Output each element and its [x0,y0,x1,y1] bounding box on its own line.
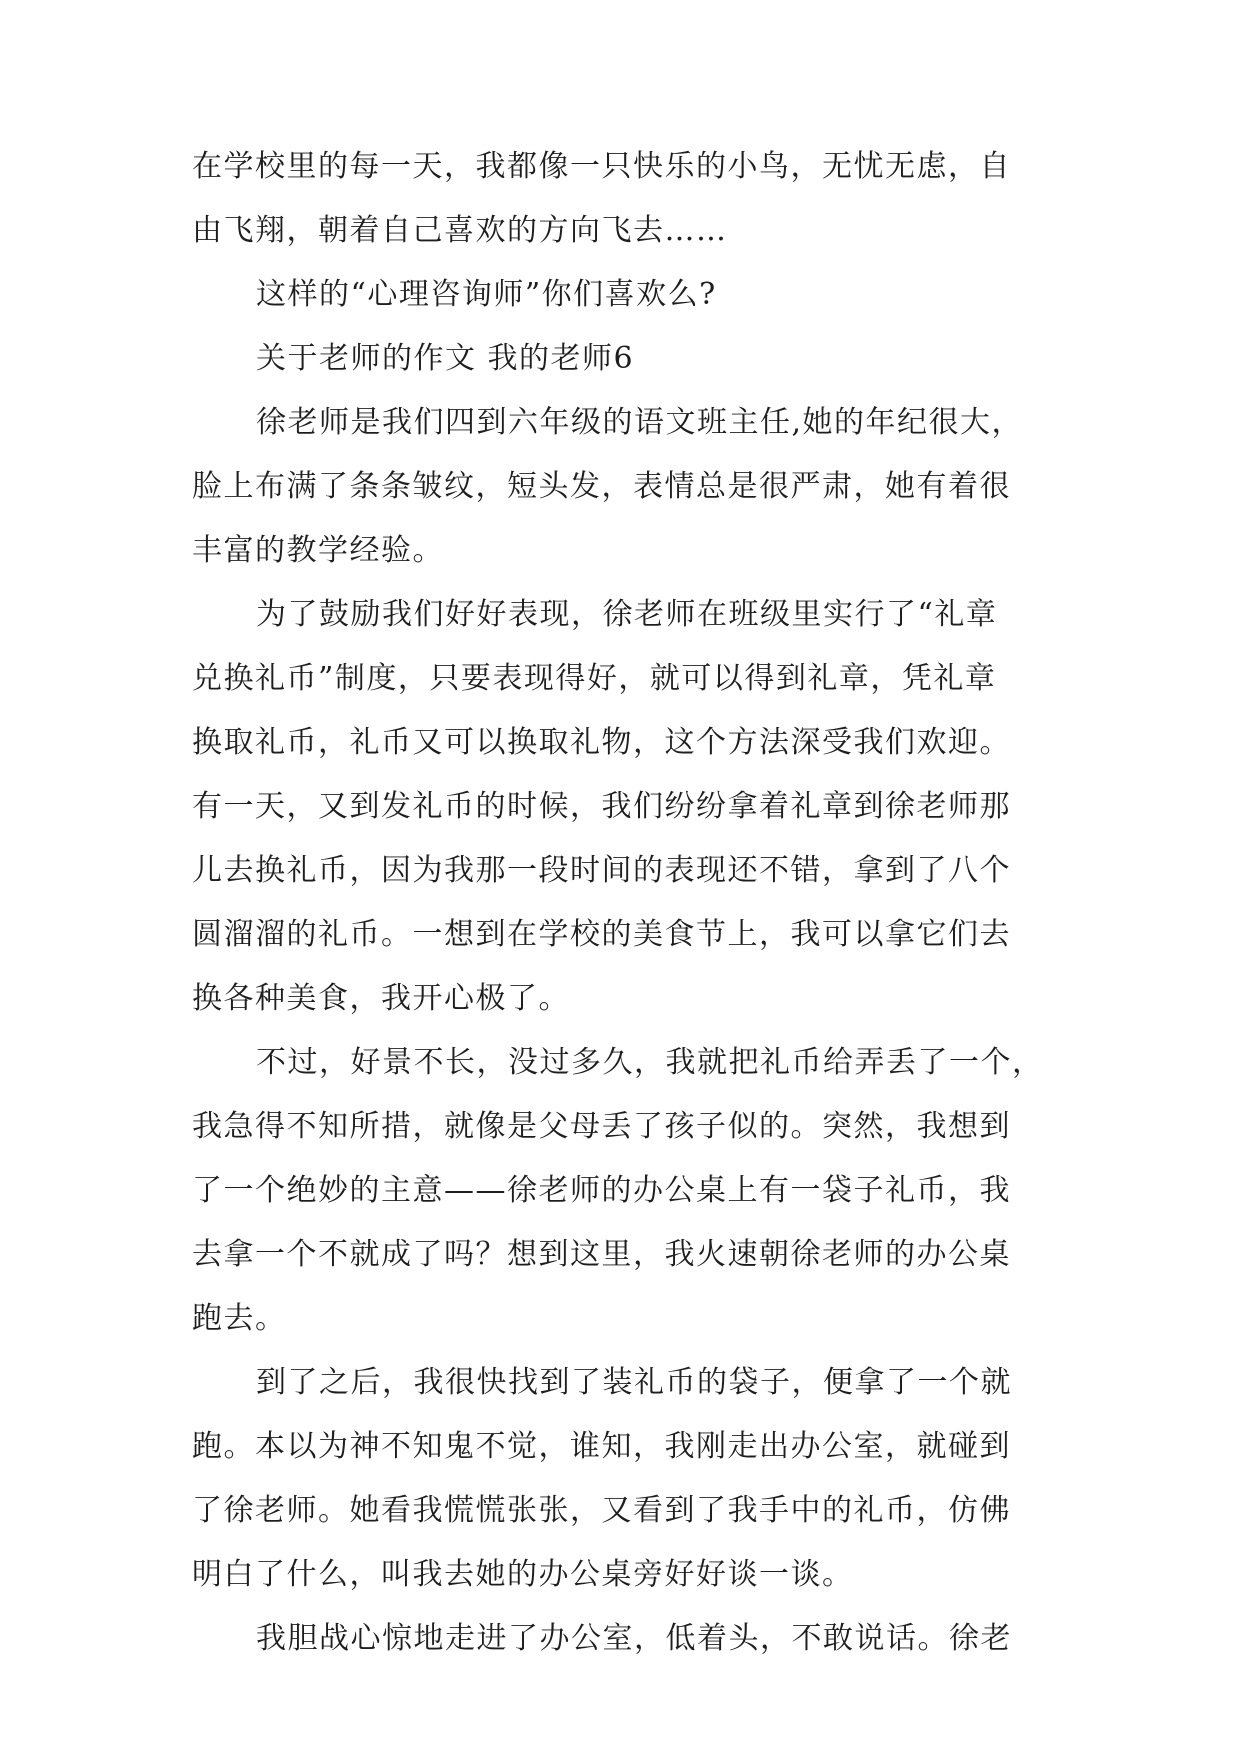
text-line: 由飞翔，朝着自己喜欢的方向飞去…… [192,213,728,248]
text-line: 跑。本以为神不知鬼不觉，谁知，我刚走出办公室，就碰到 [192,1429,1011,1464]
text-line: 脸上布满了条条皱纹，短头发，表情总是很严肃，她有着很 [192,469,1011,504]
text-line: 换取礼币，礼币又可以换取礼物，这个方法深受我们欢迎。 [192,725,1011,760]
text-line: 明白了什么，叫我去她的办公桌旁好好谈一谈。 [192,1557,854,1592]
text-line: 圆溜溜的礼币。一想到在学校的美食节上，我可以拿它们去 [192,917,1011,952]
text-line: 了徐老师。她看我慌慌张张，又看到了我手中的礼币，仿佛 [192,1493,1011,1528]
text-line: 有一天，又到发礼币的时候，我们纷纷拿着礼章到徐老师那 [192,789,1011,824]
text-line: 换各种美食，我开心极了。 [192,981,570,1016]
text-line: 不过，好景不长，没过多久，我就把礼币给弄丢了一个， [256,1045,1044,1080]
text-line: 丰富的教学经验。 [192,533,444,568]
text-line: 去拿一个不就成了吗？想到这里，我火速朝徐老师的办公桌 [192,1237,1011,1272]
text-line: 我胆战心惊地走进了办公室，低着头，不敢说话。徐老 [256,1621,1012,1656]
text-line: 我急得不知所措，就像是父母丢了孩子似的。突然，我想到 [192,1109,1011,1144]
text-line: 为了鼓励我们好好表现，徐老师在班级里实行了“礼章 [256,597,998,632]
text-line: 到了之后，我很快找到了装礼币的袋子，便拿了一个就 [256,1365,1012,1400]
text-line: 这样的“心理咨询师”你们喜欢么? [256,277,717,312]
text-line: 了一个绝妙的主意——徐老师的办公桌上有一袋子礼币，我 [192,1173,1011,1208]
text-line: 兑换礼币”制度，只要表现得好，就可以得到礼章，凭礼章 [192,661,997,696]
text-line: 关于老师的作文 我的老师6 [256,341,635,376]
text-line: 跑去。 [192,1301,287,1336]
text-line: 徐老师是我们四到六年级的语文班主任,她的年纪很大， [256,405,1024,440]
text-line: 儿去换礼币，因为我那一段时间的表现还不错，拿到了八个 [192,853,1011,888]
text-line: 在学校里的每一天，我都像一只快乐的小鸟，无忧无虑，自 [192,149,1011,184]
